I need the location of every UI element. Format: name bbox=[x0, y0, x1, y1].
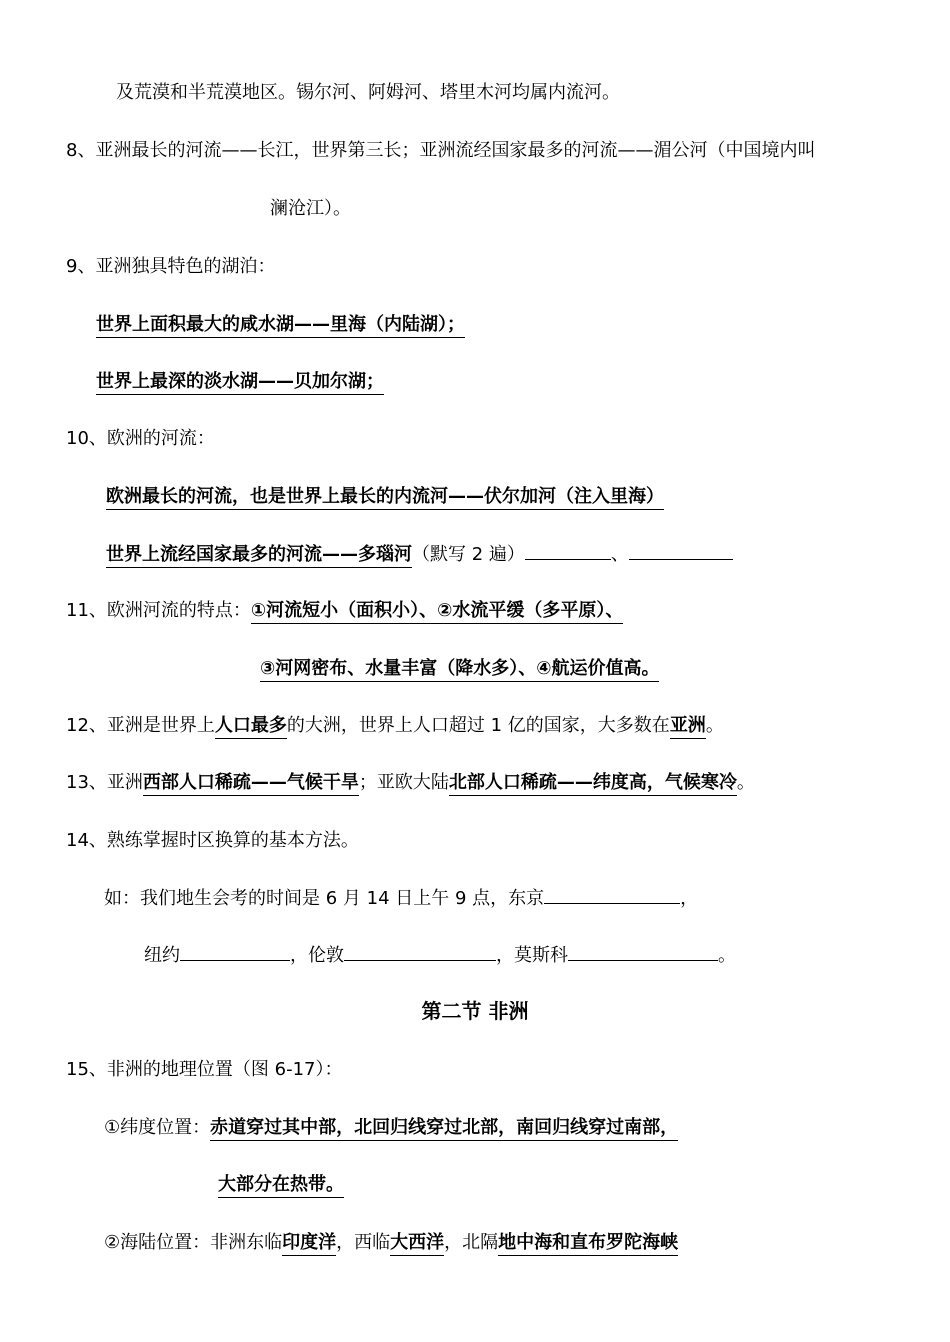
text: 。 bbox=[736, 772, 755, 793]
item-9-lake-2 bbox=[96, 369, 384, 395]
fill-blank-london[interactable] bbox=[344, 942, 496, 961]
answer: ③河网密布、水量丰富（降水多）、④航运价值高。 bbox=[260, 658, 659, 682]
item-11-continued bbox=[260, 656, 659, 682]
answer: 大西洋 bbox=[390, 1232, 444, 1256]
item-9: 9、亚洲独具特色的湖泊： bbox=[66, 256, 276, 277]
text-line: 及荒漠和半荒漠地区。锡尔河、阿姆河、塔里木河均属内流河。 bbox=[116, 82, 620, 103]
text: 。 bbox=[718, 945, 736, 966]
text: ，伦敦 bbox=[290, 945, 344, 966]
item-8: 8、亚洲最长的河流——长江，世界第三长；亚洲流经国家最多的河流——湄公河（中国境内叫 bbox=[66, 140, 816, 161]
text: ，莫斯科 bbox=[496, 945, 568, 966]
answer: 西部人口稀疏——气候干旱 bbox=[143, 772, 359, 796]
fill-blank-tokyo[interactable] bbox=[544, 885, 680, 904]
text: ， bbox=[680, 888, 699, 909]
item-12 bbox=[66, 713, 724, 739]
item-14-example-continued bbox=[144, 942, 736, 969]
text: 如：我们地生会考的时间是 6 月 14 日上午 9 点，东京 bbox=[104, 888, 545, 909]
fill-blank-moscow[interactable] bbox=[568, 942, 718, 961]
answer: 世界上面积最大的咸水湖——里海（内陆湖）； bbox=[96, 314, 465, 338]
text: ；亚欧大陆 bbox=[358, 772, 449, 793]
text: 12、亚洲是世界上 bbox=[66, 715, 215, 736]
text: 。 bbox=[705, 715, 724, 736]
answer: 赤道穿过其中部，北回归线穿过北部，南回归线穿过南部， bbox=[210, 1117, 678, 1141]
item-15-latitude bbox=[104, 1115, 678, 1141]
item-8-continued: 澜沧江）。 bbox=[270, 198, 351, 219]
section-title: 第二节 非洲 bbox=[421, 999, 529, 1023]
item-14: 14、熟练掌握时区换算的基本方法。 bbox=[66, 830, 359, 851]
fill-blank-newyork[interactable] bbox=[180, 942, 290, 961]
answer: 亚洲 bbox=[670, 715, 706, 739]
fill-blank[interactable] bbox=[525, 541, 611, 560]
item-9-lake-1 bbox=[96, 312, 465, 338]
answer: 人口最多 bbox=[215, 715, 287, 739]
label: 11、欧洲河流的特点： bbox=[66, 600, 251, 621]
answer: 印度洋 bbox=[282, 1232, 336, 1256]
answer: 北部人口稀疏——纬度高，气候寒冷 bbox=[449, 772, 737, 796]
text: 的大洲，世界上人口超过 1 亿的国家，大多数在 bbox=[286, 715, 670, 736]
text: 纽约 bbox=[144, 945, 180, 966]
item-10-river-2 bbox=[106, 541, 733, 568]
text: ②海陆位置：非洲东临 bbox=[104, 1232, 283, 1253]
text: ，北隔 bbox=[444, 1232, 499, 1253]
note: （默写 2 遍） bbox=[412, 544, 525, 565]
separator: 、 bbox=[610, 544, 629, 565]
item-15: 15、非洲的地理位置（图 6-17）： bbox=[66, 1059, 343, 1080]
item-10: 10、欧洲的河流： bbox=[66, 428, 215, 449]
label: ①纬度位置： bbox=[104, 1117, 211, 1138]
answer: 大部分在热带。 bbox=[218, 1174, 344, 1198]
answer: 世界上最深的淡水湖——贝加尔湖； bbox=[96, 371, 384, 395]
answer: ①河流短小（面积小）、②水流平缓（多平原）、 bbox=[251, 600, 623, 624]
text: ，西临 bbox=[336, 1232, 391, 1253]
answer: 地中海和直布罗陀海峡 bbox=[498, 1232, 678, 1256]
text: 13、亚洲 bbox=[66, 772, 143, 793]
answer: 欧洲最长的河流，也是世界上最长的内流河——伏尔加河（注入里海） bbox=[106, 486, 664, 510]
item-10-river-1 bbox=[106, 484, 664, 510]
fill-blank[interactable] bbox=[629, 541, 733, 560]
item-15-latitude-continued bbox=[218, 1172, 344, 1198]
item-13 bbox=[66, 770, 755, 796]
item-14-example bbox=[104, 885, 698, 912]
item-15-sea-land bbox=[104, 1230, 678, 1256]
item-11 bbox=[66, 598, 623, 624]
answer: 世界上流经国家最多的河流——多瑙河 bbox=[106, 544, 412, 568]
